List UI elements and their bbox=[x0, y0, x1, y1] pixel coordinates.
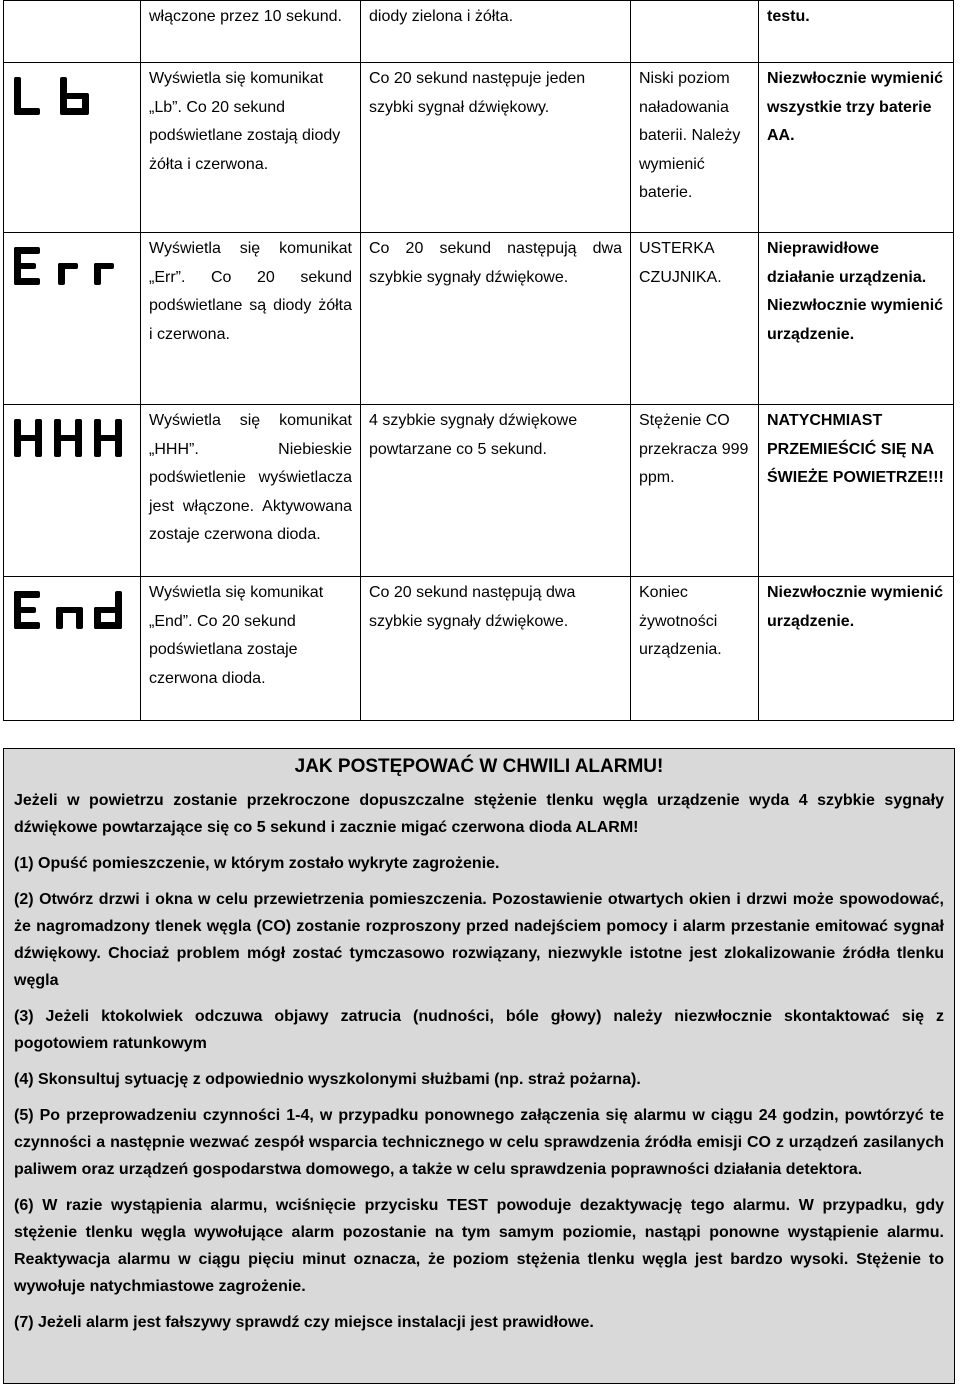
icon-cell bbox=[4, 63, 141, 233]
table-row bbox=[4, 405, 954, 577]
row-meaning: Niski poziom naładowania baterii. Należy wymienić baterie. bbox=[631, 63, 759, 233]
table-row bbox=[4, 233, 954, 405]
signal-table bbox=[3, 0, 954, 721]
row-action: Nieprawidłowe działanie urządzenia. Niezwłocznie wymienić urządzenie. bbox=[759, 233, 954, 405]
row-sound: 4 szybkie sygnały dźwiękowe powtarzane co 5 sekund. bbox=[361, 405, 631, 577]
row-action: Niezwłocznie wymienić wszystkie trzy baterie AA. bbox=[759, 63, 954, 233]
row-description: Wyświetla się komunikat „Err”. Co 20 sekund podświetlane są diody żółta i czerwona. bbox=[141, 233, 361, 405]
alarm-paragraph: (2) Otwórz drzwi i okna w celu przewietrzenia pomieszczenia. Pozostawienie otwartych okien i drzwi może spowodować, że nagromadzony tlenek węgla (CO) zostanie rozproszony przed nadejściem pomocy i alarm przestanie emitować sygnał dźwiękowy. Chociaż problem mógł zostać tymczasowo rozwiązany, niezwykle istotne jest zlokalizowanie źródła tlenku węgla bbox=[14, 891, 944, 989]
icon-cell bbox=[4, 405, 141, 577]
row-sound: Co 20 sekund następują dwa szybkie sygnały dźwiękowe. bbox=[361, 233, 631, 405]
alarm-paragraph: (5) Po przeprowadzeniu czynności 1-4, w przypadku ponownego załączenia się alarmu w ciągu 24 godzin, powtórzyć te czynności a następnie wezwać zespół wsparcia technicznego w celu sprawdzenia źródła emisji CO z urządzeń zasilanych paliwem oraz urządzeń gospodarstwa domowego, a także w celu sprawdzenia poprawności działania detektora. bbox=[14, 1107, 944, 1178]
table-row bbox=[4, 577, 954, 721]
icon-cell bbox=[4, 233, 141, 405]
row-meaning bbox=[631, 1, 759, 63]
alarm-paragraph: (1) Opuść pomieszczenie, w którym zostało wykryte zagrożenie. bbox=[14, 855, 500, 872]
table-row bbox=[4, 63, 954, 233]
icon-cell-empty bbox=[4, 1, 141, 63]
alarm-paragraph: (7) Jeżeli alarm jest fałszywy sprawdź czy miejsce instalacji jest prawidłowe. bbox=[14, 1314, 594, 1331]
row-meaning: Koniec żywotności urządzenia. bbox=[631, 577, 759, 721]
row-description: Wyświetla się komunikat „End”. Co 20 sekund podświetlana zostaje czerwona dioda. bbox=[141, 577, 361, 721]
lcd-hhh-icon bbox=[10, 415, 128, 461]
row-sound: Co 20 sekund następują dwa szybkie sygnały dźwiękowe. bbox=[361, 577, 631, 721]
table-row bbox=[4, 1, 954, 63]
alarm-paragraph: (4) Skonsultuj sytuację z odpowiednio wyszkolonymi służbami (np. straż pożarna). bbox=[14, 1071, 641, 1088]
row-description: Wyświetla się komunikat „Lb”. Co 20 sekund podświetlane zostają diody żółta i czerwona. bbox=[141, 63, 361, 233]
alarm-paragraph: Jeżeli w powietrzu zostanie przekroczone dopuszczalne stężenie tlenku węgla urządzenie wyda 4 szybkie sygnały dźwiękowe powtarzające się co 5 sekund i zacznie migać czerwona dioda ALARM! bbox=[14, 792, 944, 836]
row-action: Niezwłocznie wymienić urządzenie. bbox=[759, 577, 954, 721]
row-description: Wyświetla się komunikat „HHH”. Niebieskie podświetlenie wyświetlacza jest włączone. Aktywowana zostaje czerwona dioda. bbox=[141, 405, 361, 577]
alarm-instructions-box bbox=[3, 748, 955, 1384]
row-meaning: USTERKA CZUJNIKA. bbox=[631, 233, 759, 405]
alarm-paragraph: (6) W razie wystąpienia alarmu, wciśnięcie przycisku TEST powoduje dezaktywację tego alarmu. W przypadku, gdy stężenie tlenku węgla wywołujące alarm pozostanie na tym samym poziomie, nastąpi ponowne wystąpienie alarmu. Reaktywacja alarmu w ciągu pięciu minut oznacza, że poziom stężenia tlenku węgla jest bardzo wysoki. Stężenie to wywołuje natychmiastowe zagrożenie. bbox=[14, 1197, 944, 1295]
row-action: NATYCHMIAST PRZEMIEŚCIĆ SIĘ NA ŚWIEŻE POWIETRZE!!! bbox=[759, 405, 954, 577]
lcd-end-icon bbox=[10, 587, 128, 633]
alarm-title: JAK POSTĘPOWAĆ W CHWILI ALARMU! bbox=[294, 756, 664, 777]
row-sound: diody zielona i żółta. bbox=[361, 1, 631, 63]
lcd-err-icon bbox=[10, 243, 128, 289]
alarm-paragraph: (3) Jeżeli ktokolwiek odczuwa objawy zatrucia (nudności, bóle głowy) należy niezwłocznie skontaktować się z pogotowiem ratunkowym bbox=[14, 1008, 944, 1052]
lcd-lb-icon bbox=[10, 73, 128, 119]
row-sound: Co 20 sekund następuje jeden szybki sygnał dźwiękowy. bbox=[361, 63, 631, 233]
row-meaning: Stężenie CO przekracza 999 ppm. bbox=[631, 405, 759, 577]
icon-cell bbox=[4, 577, 141, 721]
row-action: testu. bbox=[759, 1, 954, 63]
row-description: włączone przez 10 sekund. bbox=[141, 1, 361, 63]
